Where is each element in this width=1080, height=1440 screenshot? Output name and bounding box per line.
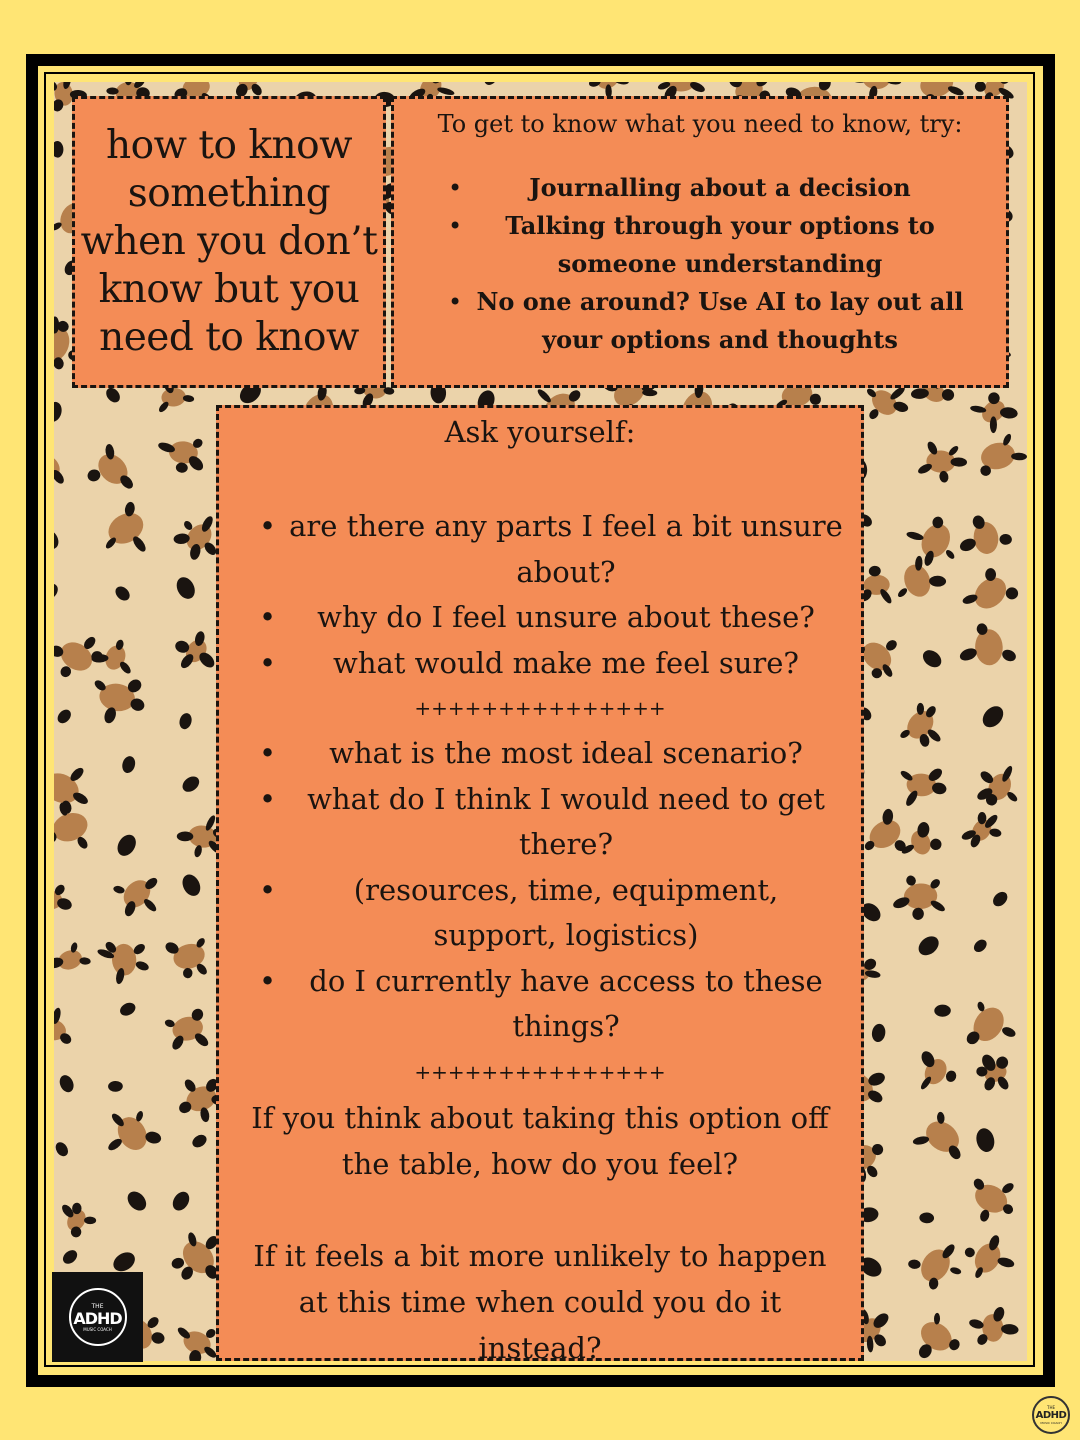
list-item: • what is the most ideal scenario? — [237, 731, 843, 777]
leopard-spot — [912, 1112, 965, 1162]
leopard-spot — [190, 1132, 209, 1150]
leopard-spot — [906, 516, 956, 567]
leopard-spot — [482, 82, 501, 88]
logo-main-text: ADHD — [73, 1308, 122, 1328]
leopard-spot — [170, 1231, 221, 1281]
leopard-spot — [915, 1313, 961, 1361]
leopard-spot — [60, 1247, 80, 1266]
leopard-spot — [103, 385, 122, 405]
list-item: • do I currently have access to these things? — [237, 959, 843, 1050]
leopard-spot — [964, 1001, 1017, 1047]
leopard-spot — [900, 821, 942, 857]
leopard-spot — [86, 443, 136, 491]
leopard-spot — [114, 831, 140, 859]
list-item: • are there any parts I feel a bit unsure about? — [237, 504, 843, 595]
leopard-spot — [978, 433, 1027, 478]
leopard-spot — [54, 581, 61, 602]
list-item: • what would make me feel sure? — [237, 641, 843, 687]
leopard-spot — [169, 1189, 192, 1214]
leopard-spot — [157, 437, 206, 473]
leopard-spot — [979, 702, 1008, 731]
list-item: • what do I think I would need to get there? — [237, 777, 843, 868]
leopard-spot — [120, 755, 137, 775]
leopard-spot — [970, 1177, 1015, 1223]
list-item: • No one around? Use AI to lay out all your options and thoughts — [416, 283, 984, 359]
leopard-spot — [968, 1305, 1019, 1347]
leopard-spot — [961, 568, 1018, 615]
leopard-spot — [899, 766, 947, 808]
plus-separator: +++++++++++++++ — [414, 696, 666, 720]
leopard-spot — [54, 883, 73, 917]
logo-top-text: THE — [91, 1302, 104, 1310]
leopard-spot — [178, 712, 194, 731]
try-heading: To get to know what you need to know, try: — [437, 110, 963, 138]
leopard-spot — [93, 677, 146, 725]
leopard-spot — [118, 1000, 138, 1018]
list-item: • why do I feel unsure about these? — [237, 595, 843, 641]
brand-logo-icon — [69, 1288, 127, 1346]
leopard-spot — [971, 937, 989, 954]
leopard-spot — [960, 812, 1002, 849]
leopard-spot — [917, 440, 968, 483]
leopard-spot — [863, 808, 908, 854]
leopard-spot — [180, 773, 203, 795]
ask-panel — [216, 405, 864, 1365]
leopard-spot — [919, 1212, 934, 1223]
paragraph-off-table: If you think about taking this option off the table, how do you feel? — [251, 1100, 829, 1181]
leopard-spot — [55, 707, 74, 726]
leopard-spot — [934, 1005, 951, 1017]
ask-list-group-2 — [237, 731, 843, 1050]
leopard-spot — [60, 1203, 96, 1238]
leopard-spot — [106, 1110, 162, 1155]
corner-logo-bottom-text: MUSIC COACH — [1040, 1420, 1062, 1425]
leopard-spot — [919, 1049, 958, 1091]
leopard-spot — [163, 937, 208, 979]
leopard-spot — [176, 1325, 218, 1361]
leopard-spot — [958, 622, 1018, 666]
list-item: • Talking through your options to someone understanding — [416, 207, 984, 283]
corner-logo-icon — [1032, 1396, 1070, 1434]
list-item: • Journalling about a decision — [416, 169, 984, 207]
leopard-spot — [164, 1007, 211, 1052]
corner-logo-top-text: THE — [1047, 1404, 1055, 1410]
leopard-spot — [908, 1242, 962, 1290]
leopard-spot — [124, 1188, 150, 1214]
paragraph-unlikely: If it feels a bit more unlikely to happen at this time when could you do it instead? — [253, 1238, 827, 1365]
leopard-spot — [990, 889, 1010, 909]
ask-heading: Ask yourself: — [444, 415, 636, 449]
leopard-spot — [963, 1234, 1015, 1279]
logo-bottom-text: MUSIC COACH — [83, 1326, 112, 1332]
try-panel — [391, 96, 1009, 388]
leopard-spot — [54, 141, 64, 158]
leopard-spot — [899, 703, 943, 748]
leopard-spot — [54, 528, 61, 551]
leopard-spot — [57, 1073, 76, 1094]
leopard-spot — [871, 1023, 887, 1043]
leopard-spot — [975, 765, 1019, 808]
leopard-spot — [173, 515, 218, 561]
leopard-spot — [892, 874, 947, 921]
leopard-spot — [108, 1081, 123, 1092]
leopard-spot — [974, 1126, 997, 1154]
try-list — [416, 169, 984, 359]
leopard-spot — [173, 574, 198, 602]
leopard-spot — [54, 766, 90, 815]
leopard-spot — [920, 647, 945, 671]
leopard-spot — [54, 400, 64, 423]
title-panel — [72, 96, 386, 388]
plus-separator: +++++++++++++++ — [414, 1059, 666, 1084]
leopard-spot — [103, 501, 149, 554]
leopard-spot — [865, 385, 909, 421]
leopard-spot — [54, 942, 91, 973]
leopard-spot — [896, 556, 946, 601]
corner-logo-main-text: ADHD — [1035, 1409, 1067, 1421]
leopard-spot — [179, 872, 204, 899]
leopard-spot — [958, 514, 1012, 556]
leopard-spot — [96, 940, 150, 985]
leopard-spot — [113, 584, 133, 604]
leopard-spot — [91, 639, 132, 676]
leopard-spot — [54, 1140, 71, 1159]
leopard-spot — [174, 630, 218, 670]
brand-logo-box — [52, 1272, 143, 1362]
page-title: how to know something when you don’t know but you need to know — [80, 123, 378, 360]
leopard-spot — [976, 1052, 1011, 1092]
leopard-spot — [54, 802, 92, 851]
leopard-spot — [915, 932, 943, 959]
list-item: • (resources, time, equipment, support, logistics) — [237, 868, 843, 959]
leopard-spot — [54, 446, 66, 485]
leopard-spot — [970, 392, 1019, 433]
leopard-spot — [113, 875, 160, 918]
ask-list-group-1 — [237, 504, 843, 686]
leopard-spot — [54, 1007, 73, 1046]
